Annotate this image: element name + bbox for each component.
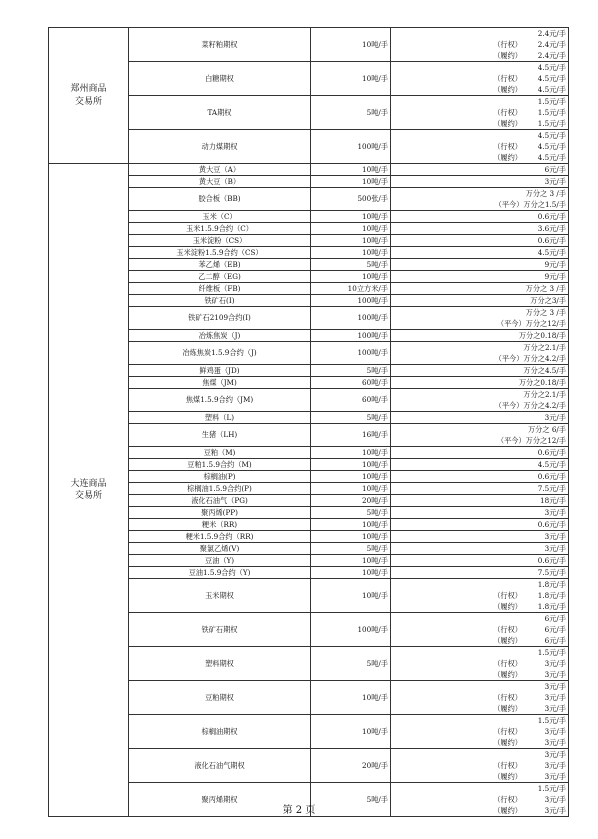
fee-line [391,50,568,61]
fee-line [391,471,568,482]
fee-line [391,715,568,726]
fee-line [391,703,568,714]
fee-type: （行权） [493,624,522,634]
fee-cell [391,567,569,579]
fee-value: 6元/手 [544,613,566,623]
fee-cell [391,613,569,647]
fee-line [391,555,568,566]
fee-line [391,365,568,376]
product-name: 焦煤（JM) [129,377,311,389]
fee-value: 万分之 3 /手 [525,188,566,198]
fee-value: 1.8元/手 [537,590,566,600]
trading-unit: 10吨/手 [311,519,391,531]
fee-line [391,141,568,152]
product-name: 菜籽粕期权 [129,28,311,62]
fee-cell [391,188,569,211]
fee-value: 7.5元/手 [537,567,566,577]
product-name: 冶炼焦炭1.5.9合约（J) [129,342,311,365]
fee-cell [391,377,569,389]
fee-value: 3元/手 [544,749,566,759]
fee-value: 3元/手 [544,412,566,422]
product-name: 纤维板（FB) [129,283,311,295]
fee-type: （履约） [493,737,522,747]
exchange-name-line: 郑州商品 [70,84,107,95]
fee-value: 1.5元/手 [537,118,566,128]
fee-value: 4.5元/手 [537,130,566,140]
fee-type: （履约） [493,50,522,60]
fee-type: （履约） [493,118,522,128]
product-name: 玉米淀粉1.5.9合约（CS） [129,247,311,259]
exchange-name-line: 大连商品 [70,478,107,489]
trading-unit: 20吨/手 [311,749,391,783]
fee-value: 3元/手 [544,703,566,713]
fee-value: 6元/手 [544,624,566,634]
fee-cell [391,483,569,495]
fee-value: 2.4元/手 [537,39,566,49]
fee-cell [391,96,569,130]
fee-value: 7.5元/手 [537,483,566,493]
fee-line [391,295,568,306]
fee-cell [391,295,569,307]
fee-line [391,647,568,658]
product-name: 棕榈油期权 [129,715,311,749]
trading-unit: 10吨/手 [311,62,391,96]
fee-type: （履约） [493,703,522,713]
fee-line [391,507,568,518]
trading-unit: 5吨/手 [311,365,391,377]
fee-value: 1.5元/手 [537,96,566,106]
product-name: 玉米期权 [129,579,311,613]
fee-line [391,247,568,258]
fee-value: 3.6元/手 [537,223,566,233]
fee-line [391,84,568,95]
product-name: 乙二醇（EG) [129,271,311,283]
fee-table [48,27,569,817]
fee-cell [391,531,569,543]
fee-line [391,62,568,73]
fee-value: （平今）万分之12/手 [496,435,566,445]
product-name: 胶合板（BB) [129,188,311,211]
fee-type: （履约） [493,805,522,815]
fee-value: 4.5元/手 [537,152,566,162]
product-name: 聚丙烯期权 [129,783,311,817]
product-name: 白糖期权 [129,62,311,96]
fee-type: （行权） [493,73,522,83]
fee-line [391,330,568,341]
fee-value: 3元/手 [544,760,566,770]
exchange-name-line: 交易所 [74,96,102,107]
fee-value: 3元/手 [544,507,566,517]
trading-unit: 5吨/手 [311,783,391,817]
fee-cell [391,130,569,164]
fee-line [391,176,568,187]
fee-value: 4.5元/手 [537,73,566,83]
fee-value: （平今）万分之1.5/手 [494,199,566,209]
fee-line [391,283,568,294]
fee-line [391,307,568,318]
trading-unit: 5吨/手 [311,259,391,271]
trading-unit: 10吨/手 [311,164,391,176]
fee-value: 4.5元/手 [537,247,566,257]
table-row [49,28,569,62]
fee-line [391,152,568,163]
product-name: 粳米1.5.9合约（RR) [129,531,311,543]
fee-line [391,669,568,680]
fee-value: （平今）万分之4.2/手 [494,400,566,410]
product-name: 棕榈油1.5.9合约(P) [129,483,311,495]
product-name: 焦煤1.5.9合约（JM) [129,389,311,412]
fee-cell [391,307,569,330]
product-name: 豆粕期权 [129,681,311,715]
fee-cell [391,211,569,223]
product-name: 动力煤期权 [129,130,311,164]
fee-value: 万分之 3 /手 [525,307,566,317]
trading-unit: 5吨/手 [311,647,391,681]
trading-unit: 10吨/手 [311,271,391,283]
trading-unit: 5吨/手 [311,543,391,555]
trading-unit: 10吨/手 [311,459,391,471]
fee-value: 万分之3/手 [530,295,566,305]
trading-unit: 100吨/手 [311,130,391,164]
fee-type: （行权） [493,794,522,804]
fee-cell [391,647,569,681]
fee-line [391,590,568,601]
fee-type: （行权） [493,590,522,600]
fee-line [391,28,568,39]
fee-line [391,211,568,222]
fee-cell [391,164,569,176]
product-name: 棕榈油(P) [129,471,311,483]
fee-type: （履约） [493,635,522,645]
trading-unit: 10吨/手 [311,483,391,495]
fee-line [391,389,568,400]
fee-value: 1.5元/手 [537,783,566,793]
fee-line [391,96,568,107]
product-name: 塑料（L) [129,412,311,424]
fee-cell [391,235,569,247]
fee-line [391,601,568,612]
fee-value: （平今）万分之4.2/手 [494,353,566,363]
product-name: 玉米淀粉（CS） [129,235,311,247]
product-name: 液化石油气期权 [129,749,311,783]
fee-cell [391,447,569,459]
fee-cell [391,28,569,62]
product-name: TA期权 [129,96,311,130]
product-name: 黄大豆（B） [129,176,311,188]
fee-value: 万分之0.18/手 [518,377,566,387]
fee-value: 3元/手 [544,681,566,691]
fee-cell [391,715,569,749]
fee-value: 1.8元/手 [537,601,566,611]
fee-value: 4.5元/手 [537,141,566,151]
fee-value: 1.8元/手 [537,579,566,589]
fee-type: （履约） [493,601,522,611]
product-name: 苯乙烯（EB) [129,259,311,271]
product-name: 豆粕1.5.9合约（M) [129,459,311,471]
fee-value: 0.6元/手 [537,519,566,529]
fee-value: 1.5元/手 [537,715,566,725]
fee-cell [391,259,569,271]
fee-line [391,271,568,282]
fee-value: 3元/手 [544,531,566,541]
fee-line [391,495,568,506]
product-name: 塑料期权 [129,647,311,681]
fee-line [391,424,568,435]
trading-unit: 100吨/手 [311,613,391,647]
fee-value: 3元/手 [544,737,566,747]
fee-value: 0.6元/手 [537,555,566,565]
trading-unit: 5吨/手 [311,507,391,519]
fee-line [391,353,568,364]
product-name: 聚丙烯(PP) [129,507,311,519]
fee-value: 9元/手 [544,271,566,281]
fee-line [391,342,568,353]
fee-line [391,447,568,458]
fee-type: （行权） [493,107,522,117]
fee-cell [391,543,569,555]
product-name: 铁矿石(I) [129,295,311,307]
trading-unit: 16吨/手 [311,424,391,447]
trading-unit: 100吨/手 [311,295,391,307]
fee-value: 6元/手 [544,164,566,174]
fee-value: 0.6元/手 [537,235,566,245]
fee-value: 4.5元/手 [537,459,566,469]
fee-value: 万分之2.1/手 [523,389,566,399]
fee-type: （行权） [493,726,522,736]
product-name: 粳米（RR) [129,519,311,531]
fee-value: 1.5元/手 [537,647,566,657]
fee-line [391,567,568,578]
fee-cell [391,579,569,613]
trading-unit: 60吨/手 [311,389,391,412]
fee-value: 万分之0.18/手 [518,330,566,340]
fee-value: 3元/手 [544,794,566,804]
trading-unit: 20吨/手 [311,495,391,507]
fee-value: 1.5元/手 [537,107,566,117]
trading-unit: 10吨/手 [311,176,391,188]
fee-type: （行权） [493,141,522,151]
fee-line [391,624,568,635]
trading-unit: 500张/手 [311,188,391,211]
fee-cell [391,330,569,342]
fee-value: 0.6元/手 [537,471,566,481]
fee-value: 万分之2.1/手 [523,342,566,352]
fee-value: 0.6元/手 [537,211,566,221]
fee-line [391,39,568,50]
trading-unit: 10吨/手 [311,555,391,567]
product-name: 冶炼焦炭（J) [129,330,311,342]
product-name: 玉米（C） [129,211,311,223]
fee-cell [391,342,569,365]
fee-cell [391,519,569,531]
fee-value: 3元/手 [544,771,566,781]
fee-cell [391,424,569,447]
fee-line [391,223,568,234]
fee-line [391,107,568,118]
fee-type: （履约） [493,771,522,781]
trading-unit: 100吨/手 [311,307,391,330]
fee-value: 3元/手 [544,176,566,186]
fee-type: （履约） [493,152,522,162]
fee-cell [391,749,569,783]
fee-value: 0.6元/手 [537,447,566,457]
exchange-name [49,28,129,164]
trading-unit: 10吨/手 [311,567,391,579]
trading-unit: 10吨/手 [311,447,391,459]
fee-value: 3元/手 [544,543,566,553]
trading-unit: 100吨/手 [311,342,391,365]
product-name: 生猪（LH) [129,424,311,447]
fee-line [391,771,568,782]
fee-value: 6元/手 [544,635,566,645]
fee-line [391,613,568,624]
fee-value: （平今）万分之12/手 [496,318,566,328]
exchange-name-line: 交易所 [74,491,102,501]
fee-line [391,692,568,703]
fee-value: 3元/手 [544,692,566,702]
fee-cell [391,555,569,567]
fee-line [391,737,568,748]
trading-unit: 10吨/手 [311,211,391,223]
fee-line [391,130,568,141]
product-name: 聚氯乙烯(V) [129,543,311,555]
fee-line [391,164,568,175]
fee-value: 3元/手 [544,658,566,668]
fee-type: （履约） [493,84,522,94]
product-name: 液化石油气（PG) [129,495,311,507]
fee-value: 3元/手 [544,805,566,815]
trading-unit: 5吨/手 [311,96,391,130]
fee-line [391,635,568,646]
trading-unit: 10吨/手 [311,235,391,247]
product-name: 豆粕（M) [129,447,311,459]
trading-unit: 10吨/手 [311,715,391,749]
fee-cell [391,495,569,507]
fee-line [391,118,568,129]
trading-unit: 10吨/手 [311,223,391,235]
fee-line [391,726,568,737]
fee-value: 3元/手 [544,669,566,679]
fee-line [391,783,568,794]
fee-value: 9元/手 [544,259,566,269]
product-name: 豆油1.5.9合约（Y) [129,567,311,579]
fee-value: 4.5元/手 [537,62,566,72]
fee-line [391,435,568,446]
fee-line [391,760,568,771]
fee-line [391,681,568,692]
fee-value: 3元/手 [544,726,566,736]
trading-unit: 10吨/手 [311,531,391,543]
fee-line [391,400,568,411]
fee-value: 18元/手 [540,495,566,505]
fee-cell [391,365,569,377]
product-name: 玉米1.5.9合约（C） [129,223,311,235]
fee-line [391,519,568,530]
fee-cell [391,389,569,412]
fee-line [391,543,568,554]
table-row [49,164,569,176]
fee-line [391,318,568,329]
page-number: 第 2 页 [282,805,316,816]
fee-cell [391,223,569,235]
fee-value: 万分之 6/手 [527,424,566,434]
fee-line [391,188,568,199]
fee-line [391,412,568,423]
fee-type: （行权） [493,39,522,49]
fee-line [391,235,568,246]
fee-value: 2.4元/手 [537,50,566,60]
exchange-name [49,164,129,817]
product-name: 铁矿石2109合约(I) [129,307,311,330]
fee-value: 2.4元/手 [537,28,566,38]
fee-line [391,73,568,84]
fee-line [391,377,568,388]
fee-value: 4.5元/手 [537,84,566,94]
product-name: 黄大豆（A） [129,164,311,176]
fee-cell [391,507,569,519]
fee-line [391,579,568,590]
fee-cell [391,271,569,283]
fee-cell [391,412,569,424]
fee-cell [391,62,569,96]
fee-type: （履约） [493,669,522,679]
trading-unit: 10吨/手 [311,28,391,62]
product-name: 铁矿石期权 [129,613,311,647]
product-name: 鲜鸡蛋（JD) [129,365,311,377]
fee-cell [391,247,569,259]
fee-line [391,749,568,760]
fee-cell [391,176,569,188]
fee-type: （行权） [493,760,522,770]
trading-unit: 100吨/手 [311,330,391,342]
trading-unit: 10吨/手 [311,247,391,259]
trading-unit: 10吨/手 [311,681,391,715]
fee-value: 万分之4.5/手 [523,365,566,375]
fee-cell [391,283,569,295]
trading-unit: 10立方米/手 [311,283,391,295]
fee-cell [391,471,569,483]
fee-cell [391,681,569,715]
fee-line [391,199,568,210]
fee-line [391,483,568,494]
fee-cell [391,459,569,471]
trading-unit: 10吨/手 [311,471,391,483]
fee-line [391,459,568,470]
fee-type: （行权） [493,658,522,668]
product-name: 豆油（Y) [129,555,311,567]
fee-line [391,531,568,542]
trading-unit: 5吨/手 [311,412,391,424]
fee-line [391,259,568,270]
fee-line [391,658,568,669]
fee-type: （行权） [493,692,522,702]
fee-value: 万分之 3 /手 [525,283,566,293]
trading-unit: 10吨/手 [311,579,391,613]
trading-unit: 60吨/手 [311,377,391,389]
